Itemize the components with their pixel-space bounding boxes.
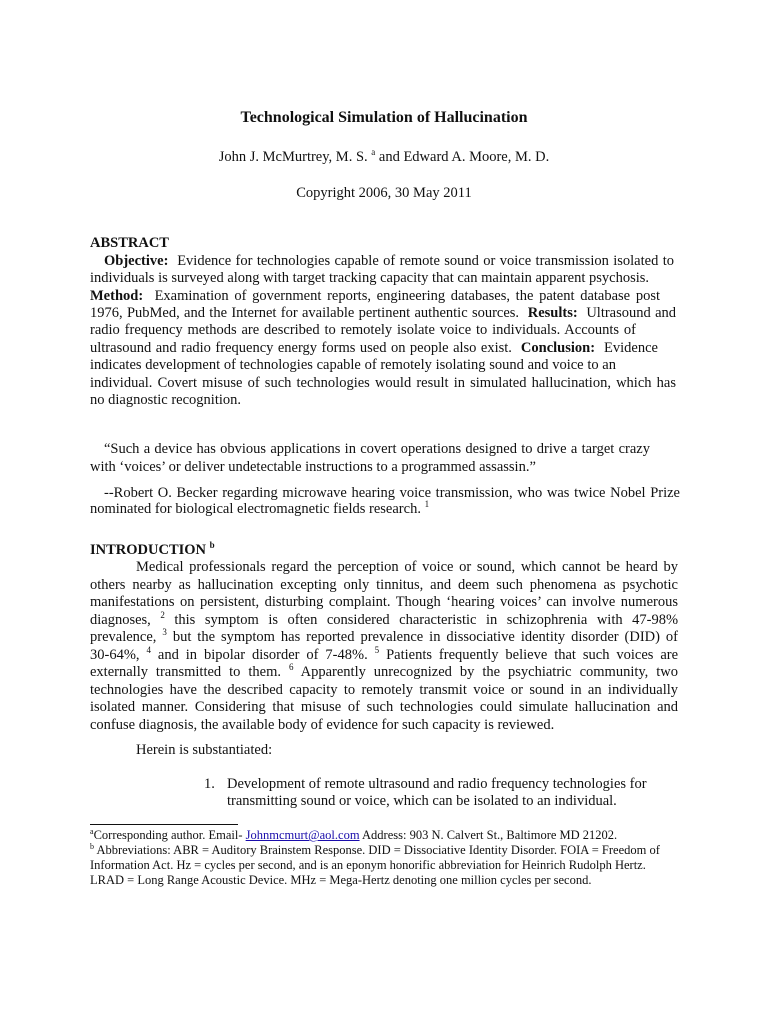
citation-2: 2 <box>160 610 165 620</box>
citation-3: 3 <box>162 627 167 637</box>
footnote-a-text: Corresponding author. Email- <box>93 828 246 842</box>
epigraph-line-1: “Such a device has obvious applications in covert operations designed to drive a target crazy <box>104 441 650 457</box>
footnote-b-mark: b <box>90 842 94 851</box>
footnote-separator <box>90 824 238 825</box>
copyright-line: Copyright 2006, 30 May 2011 <box>296 185 472 201</box>
intro-text: diagnoses, <box>90 612 151 628</box>
introduction-heading <box>90 542 215 559</box>
intro-line-8: technologies have the described capacity to remotely transmit voice or sound in an individually <box>90 682 678 698</box>
intro-line-10: confuse diagnosis, the available body of evidence for such capacity is reviewed. <box>90 717 555 733</box>
author-line <box>0 149 768 166</box>
conclusion-label: Conclusion: <box>520 340 596 356</box>
intro-text: 30-64%, <box>90 647 140 663</box>
introduction-heading-text: INTRODUCTION <box>90 542 207 558</box>
citation-1: 1 <box>424 499 430 509</box>
method-text-2: 1976, PubMed, and the Internet for available pertinent authentic sources. <box>90 305 520 321</box>
intro-line-4 <box>90 612 678 629</box>
intro-text: externally transmitted to them. <box>90 664 281 680</box>
abstract-line-2: individuals is surveyed along with target tracking capacity that can maintain apparent psychosis. <box>90 270 650 286</box>
footnote-b-text: Abbreviations: ABR = Auditory Brainstem Response. DID = Dissociative Identity Disorder. FOIA = Freedom of <box>96 843 660 857</box>
intro-text: prevalence, <box>90 629 157 645</box>
objective-text-1: Evidence for technologies capable of remote sound or voice transmission isolated to <box>177 253 674 269</box>
abstract-line-5: radio frequency methods are described to remotely isolate voice to individuals. Accounts of <box>90 322 636 338</box>
abstract-line-6 <box>90 340 658 357</box>
epigraph-attribution-text: nominated for biological electromagnetic fields research. <box>90 501 421 517</box>
results-text-1: Ultrasound and <box>586 305 677 321</box>
list-item-1-line-1: Development of remote ultrasound and radio frequency technologies for <box>227 776 647 792</box>
epigraph-attribution-1: --Robert O. Becker regarding microwave hearing voice transmission, who was twice Nobel Prize <box>104 485 680 501</box>
results-label: Results: <box>527 305 578 321</box>
intro-text: Apparently unrecognized by the psychiatric community, two <box>300 664 679 680</box>
intro-text: and in bipolar disorder of 7-48%. <box>157 647 368 663</box>
footnote-b-line-1 <box>90 842 660 858</box>
abstract-line-7: indicates development of technologies capable of remotely isolating sound and voice to an <box>90 357 616 373</box>
abstract-heading: ABSTRACT <box>90 235 169 251</box>
citation-6: 6 <box>288 662 294 672</box>
paper-title: Technological Simulation of Hallucination <box>240 109 528 126</box>
list-item-1-line-2: transmitting sound or voice, which can be isolated to an individual. <box>227 793 617 809</box>
abstract-line-8: individual. Covert misuse of such technologies would result in simulated hallucination, which has <box>90 375 676 391</box>
epigraph-attribution-2 <box>90 501 429 518</box>
intro-text: this symptom is often considered characteristic in schizophrenia with 47-98% <box>174 612 679 628</box>
author-email-link[interactable]: Johnmcmurt@aol.com <box>245 828 360 842</box>
author-names-2: and Edward A. Moore, M. D. <box>375 149 550 165</box>
method-label: Method: <box>90 288 144 304</box>
footnote-a-address: Address: 903 N. Calvert St., Baltimore MD 21202. <box>359 828 618 842</box>
herein-line: Herein is substantiated: <box>136 742 273 758</box>
footnote-b-line-2: Information Act. Hz = cycles per second, and is an eponym honorific abbreviation for Heinrich Rudolph Hertz. <box>90 858 646 872</box>
method-text-1: Examination of government reports, engineering databases, the patent database post <box>154 288 660 304</box>
intro-line-1: Medical professionals regard the perception of voice or sound, which cannot be heard by <box>136 559 678 575</box>
footnote-b-line-3: LRAD = Long Range Acoustic Device. MHz = Mega-Hertz denoting one million cycles per second. <box>90 873 592 887</box>
intro-line-2: others nearby as hallucination excepting only tinnitus, and deem such phenomena as psychotic <box>90 577 678 593</box>
abbreviation-footnote-mark: b <box>209 540 215 550</box>
footnote-a-mark: a <box>90 827 94 836</box>
intro-line-5 <box>90 629 678 646</box>
abstract-line-9: no diagnostic recognition. <box>90 392 242 408</box>
conclusion-text-1: Evidence <box>604 340 658 356</box>
objective-label: Objective: <box>104 253 169 269</box>
citation-5: 5 <box>374 645 380 655</box>
abstract-line-1 <box>90 253 674 270</box>
abstract-line-3 <box>90 288 660 305</box>
citation-4: 4 <box>146 645 151 655</box>
intro-text: Patients frequently believe that such voices are <box>386 647 679 663</box>
results-text-2: ultrasound and radio frequency energy forms used on people also exist. <box>90 340 512 356</box>
list-item-1-number: 1. <box>204 776 215 792</box>
intro-line-3: manifestations on persistent, disturbing complaint. Though ‘hearing voices’ can involve numerous <box>90 594 678 610</box>
abstract-line-4 <box>90 305 676 322</box>
intro-text: but the symptom has reported prevalence in dissociative identity disorder (DID) of <box>172 629 679 645</box>
author-affiliation-mark: a <box>371 147 376 157</box>
intro-line-6 <box>90 647 678 664</box>
intro-line-7 <box>90 664 678 681</box>
epigraph-line-2: with ‘voices’ or deliver undetectable instructions to a programmed assassin.” <box>90 459 536 475</box>
footnote-a <box>90 827 617 843</box>
author-names-1: John J. McMurtrey, M. S. <box>218 149 368 165</box>
intro-line-9: isolated manner. Considering that misuse of such technologies could simulate hallucination and <box>90 699 678 715</box>
